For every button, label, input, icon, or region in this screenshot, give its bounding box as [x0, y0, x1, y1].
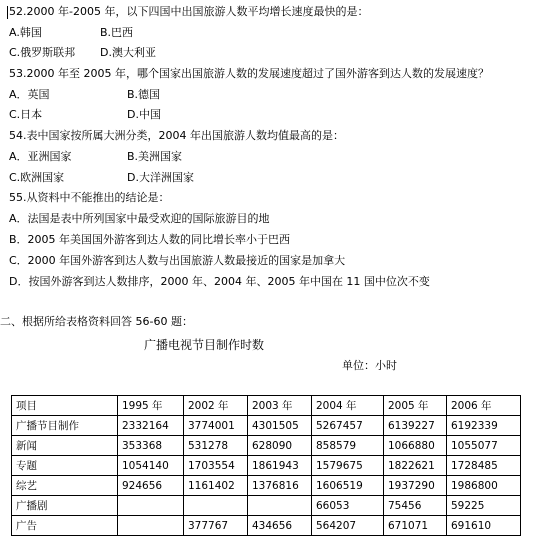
table-header-cell: 2002 年: [184, 396, 248, 416]
table-cell: 2332164: [118, 416, 184, 436]
question-52-option-c: C.俄罗斯联邦: [9, 46, 76, 59]
question-54-option-c: C.欧洲国家: [9, 171, 65, 184]
table-cell: 1066880: [384, 436, 447, 456]
table-row: [12, 436, 521, 456]
table-cell: 1861943: [248, 456, 312, 476]
table-cell: [248, 496, 312, 516]
table-row-label: 综艺: [12, 476, 118, 496]
table-cell: 5267457: [312, 416, 384, 436]
table-cell: 1376816: [248, 476, 312, 496]
table-row: [12, 476, 521, 496]
data-table: [11, 395, 521, 536]
question-53-option-a: A．英国: [9, 88, 50, 101]
question-52-option-d: D.澳大利亚: [100, 46, 156, 59]
table-cell: 1606519: [312, 476, 384, 496]
table-cell: 3774001: [184, 416, 248, 436]
table-cell: 66053: [312, 496, 384, 516]
question-53-stem: 53.2000 年至 2005 年，哪个国家出国旅游人数的发展速度超过了国外游客到达人数的发展速度？: [9, 67, 489, 80]
table-cell: 353368: [118, 436, 184, 456]
table-cell: 1937290: [384, 476, 447, 496]
question-55-option-b: B．2005 年美国国外游客到达人数的同比增长率小于巴西: [9, 233, 291, 246]
table-cell: 1579675: [312, 456, 384, 476]
table-cell: 4301505: [248, 416, 312, 436]
table-header-cell: 项目: [12, 396, 118, 416]
question-53-option-c: C.日本: [9, 108, 43, 121]
table-cell: 6192339: [447, 416, 521, 436]
question-55-option-d: D．按国外游客到达人数排序，2000 年、2004 年、2005 年中国在 11 国中位次不变: [9, 275, 430, 288]
table-cell: 6139227: [384, 416, 447, 436]
table-cell: 671071: [384, 516, 447, 536]
question-53-option-d: D.中国: [127, 108, 161, 121]
table-header-cell: 1995 年: [118, 396, 184, 416]
table-cell: [184, 496, 248, 516]
question-55-option-a: A．法国是表中所列国家中最受欢迎的国际旅游目的地: [9, 212, 270, 225]
table-row: [12, 496, 521, 516]
table-cell: 1703554: [184, 456, 248, 476]
table-cell: 1055077: [447, 436, 521, 456]
table-header-cell: 2006 年: [447, 396, 521, 416]
table-row-label: 广播剧: [12, 496, 118, 516]
question-55-option-c: C．2000 年国外游客到达人数与出国旅游人数最接近的国家是加拿大: [9, 254, 346, 267]
table-cell: 531278: [184, 436, 248, 456]
question-55-stem: 55.从资料中不能推出的结论是：: [9, 191, 170, 204]
table-header-cell: 2003 年: [248, 396, 312, 416]
table-cell: 1986800: [447, 476, 521, 496]
table-cell: 924656: [118, 476, 184, 496]
table-cell: 377767: [184, 516, 248, 536]
table-header-cell: 2005 年: [384, 396, 447, 416]
section-heading: 二、根据所给表格资料回答 56-60 题：: [0, 315, 193, 328]
table-cell: 1161402: [184, 476, 248, 496]
table-row-label: 广告: [12, 516, 118, 536]
question-54-option-b: B.美洲国家: [127, 150, 183, 163]
table-cell: 75456: [384, 496, 447, 516]
table-cell: 59225: [447, 496, 521, 516]
table-cell: 1728485: [447, 456, 521, 476]
table-cell: 858579: [312, 436, 384, 456]
table-row-label: 专题: [12, 456, 118, 476]
table-cell: 1822621: [384, 456, 447, 476]
question-52-option-b: B.巴西: [100, 26, 134, 39]
table-cell: 691610: [447, 516, 521, 536]
table-title: 广播电视节目制作时数: [144, 338, 265, 352]
table-cell: 564207: [312, 516, 384, 536]
question-52-stem: 52.2000 年-2005 年，以下四国中出国旅游人数平均增长速度最快的是：: [9, 5, 369, 18]
table-row: [12, 416, 521, 436]
table-header-cell: 2004 年: [312, 396, 384, 416]
table-header-row: [12, 396, 521, 416]
table-cell: 1054140: [118, 456, 184, 476]
table-cell: [118, 516, 184, 536]
table-row: [12, 516, 521, 536]
text-cursor: [7, 6, 8, 19]
unit-label: 单位：小时: [342, 359, 397, 372]
table-row-label: 新闻: [12, 436, 118, 456]
question-53-option-b: B.德国: [127, 88, 161, 101]
table-cell: 628090: [248, 436, 312, 456]
question-54-stem: 54.表中国家按所属大洲分类，2004 年出国旅游人数均值最高的是：: [9, 129, 344, 142]
table-cell: 434656: [248, 516, 312, 536]
question-54-option-a: A．亚洲国家: [9, 150, 72, 163]
table-cell: [118, 496, 184, 516]
table-row-label: 广播节目制作: [12, 416, 118, 436]
question-54-option-d: D.大洋洲国家: [127, 171, 194, 184]
question-52-option-a: A.韩国: [9, 26, 42, 39]
table-row: [12, 456, 521, 476]
